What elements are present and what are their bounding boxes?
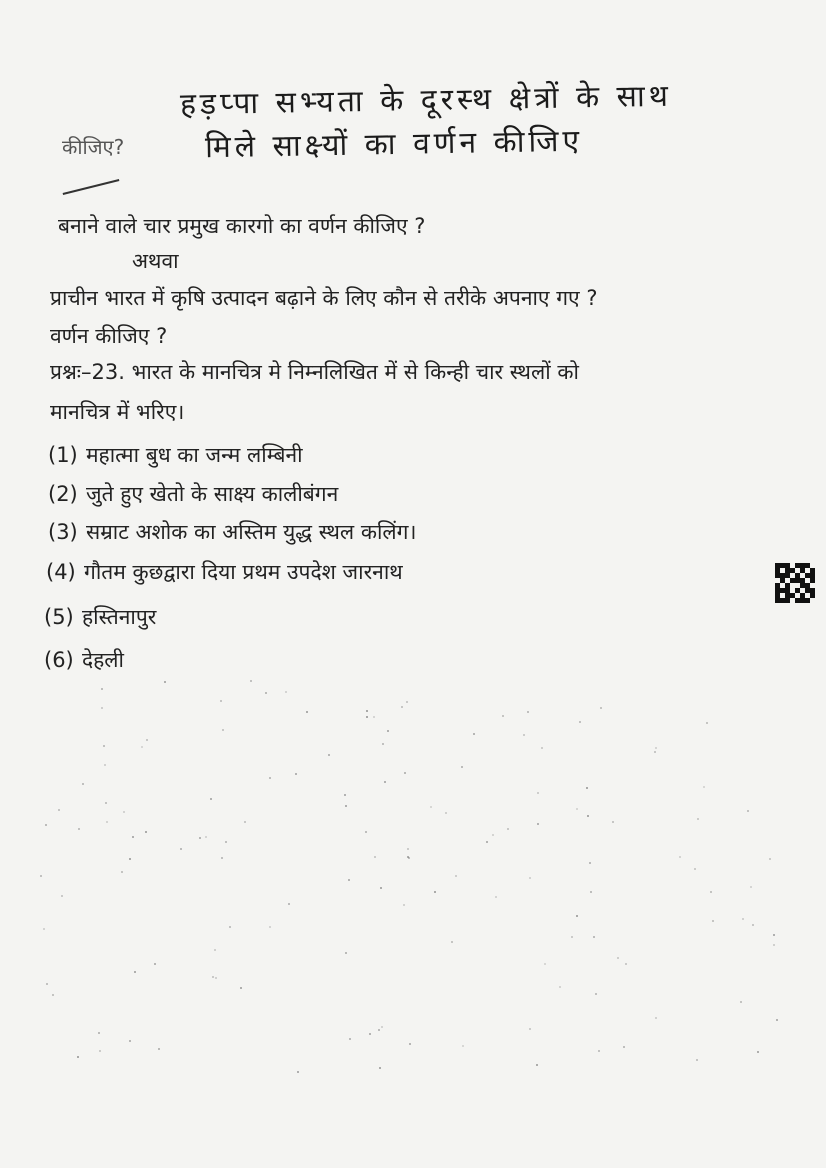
speck — [625, 963, 627, 965]
speck — [240, 987, 242, 989]
speck — [199, 837, 201, 839]
speck — [210, 798, 212, 800]
speck — [244, 821, 246, 823]
speck — [752, 924, 754, 926]
speck — [374, 856, 376, 858]
map-item-number: (3) — [48, 520, 78, 544]
speck — [366, 716, 368, 718]
speck — [366, 710, 368, 712]
map-item-text: महात्मा बुध का जन्म लम्बिनी — [86, 443, 303, 467]
map-item-text: हस्तिनापुर — [82, 605, 157, 629]
speck — [451, 941, 453, 943]
map-item-number: (4) — [46, 560, 76, 584]
speck — [365, 831, 367, 833]
speck — [295, 773, 297, 775]
speck — [710, 891, 712, 893]
speck — [523, 734, 525, 736]
speck — [544, 963, 546, 965]
speck — [382, 743, 384, 745]
speck — [655, 747, 657, 749]
speck — [98, 1032, 100, 1034]
speck — [222, 729, 224, 731]
speck — [129, 858, 131, 860]
speck — [384, 781, 386, 783]
map-item-text: सम्राट अशोक का अस्तिम युद्ध स्थल कलिंग। — [86, 520, 417, 544]
speck — [285, 691, 287, 693]
speck — [229, 926, 231, 928]
speck — [101, 707, 103, 709]
speck — [434, 891, 436, 893]
qr-code-icon — [775, 563, 815, 603]
speck — [380, 887, 382, 889]
speck — [576, 915, 578, 917]
speck — [595, 993, 597, 995]
speck — [773, 944, 775, 946]
map-item — [48, 480, 338, 508]
speck — [541, 747, 543, 749]
speck — [369, 1033, 371, 1035]
cut-off-text: कीजिए? — [62, 135, 125, 159]
speck — [696, 1059, 698, 1061]
speck — [106, 821, 108, 823]
speck — [387, 730, 389, 732]
speck — [180, 848, 182, 850]
speck — [40, 875, 42, 877]
map-item — [48, 518, 416, 546]
speck — [78, 828, 80, 830]
speck — [61, 895, 63, 897]
speck — [345, 952, 347, 954]
speck — [212, 976, 214, 978]
speck — [455, 875, 457, 877]
speck — [146, 739, 148, 741]
speck — [579, 721, 581, 723]
speck — [221, 857, 223, 859]
speck — [473, 733, 475, 735]
speck — [328, 754, 330, 756]
speck — [571, 936, 573, 938]
speck — [757, 1051, 759, 1053]
speck — [406, 701, 408, 703]
speck — [214, 949, 216, 951]
speck — [537, 823, 539, 825]
speck — [679, 856, 681, 858]
question-23-line-2: मानचित्र में भरिए। — [50, 400, 185, 424]
map-item-number: (1) — [48, 443, 78, 467]
speck — [306, 711, 308, 713]
speck — [769, 858, 771, 860]
speck — [250, 680, 252, 682]
speck — [378, 1029, 380, 1031]
speck — [269, 926, 271, 928]
speck — [623, 1046, 625, 1048]
speck — [495, 896, 497, 898]
speck — [46, 983, 48, 985]
speck — [529, 877, 531, 879]
speck — [105, 802, 107, 804]
speck — [103, 745, 105, 747]
speck — [297, 1071, 299, 1073]
map-item — [44, 646, 124, 674]
speck — [407, 848, 409, 850]
speck — [536, 1064, 538, 1066]
speck — [587, 815, 589, 817]
speck — [462, 1045, 464, 1047]
speck — [589, 862, 591, 864]
speck — [52, 994, 54, 996]
speck — [617, 957, 619, 959]
question-22-line-2: बनाने वाले चार प्रमुख कारगो का वर्णन कीजिए ? — [58, 214, 426, 238]
speck — [654, 751, 656, 753]
speck — [82, 783, 84, 785]
speck — [445, 812, 447, 814]
speck — [215, 977, 217, 979]
speck — [461, 766, 463, 768]
speck — [45, 824, 47, 826]
speck — [77, 1056, 79, 1058]
speck — [694, 868, 696, 870]
speck — [101, 688, 103, 690]
speck — [655, 1017, 657, 1019]
speck — [145, 831, 147, 833]
speck — [379, 1067, 381, 1069]
map-item — [48, 441, 303, 469]
speck — [576, 808, 578, 810]
speck — [430, 806, 432, 808]
speck — [381, 1026, 383, 1028]
speck — [492, 834, 494, 836]
speck — [164, 681, 166, 683]
speck — [703, 786, 705, 788]
speck — [265, 692, 267, 694]
map-item — [46, 558, 403, 586]
speck — [154, 963, 156, 965]
map-item-number: (2) — [48, 482, 78, 506]
speck — [132, 836, 134, 838]
speck — [58, 809, 60, 811]
speck — [43, 928, 45, 930]
speck — [134, 971, 136, 973]
map-item-text: जुते हुए खेतो के साक्ष्य कालीबंगन — [86, 482, 339, 506]
speck — [590, 891, 592, 893]
speck — [288, 903, 290, 905]
speck — [598, 1050, 600, 1052]
speck — [706, 722, 708, 724]
map-item-text: गौतम कुछद्वारा दिया प्रथम उपदेश जारनाथ — [84, 560, 403, 584]
speck — [344, 794, 346, 796]
speck — [507, 828, 509, 830]
speck — [401, 706, 403, 708]
speck — [527, 711, 529, 713]
speck — [559, 986, 561, 988]
speck — [373, 716, 375, 718]
speck — [409, 1043, 411, 1045]
alternate-question-line-1: प्राचीन भारत में कृषि उत्पादन बढ़ाने के लिए कौन से तरीके अपनाए गए ? — [50, 286, 598, 310]
speck — [225, 841, 227, 843]
speck — [486, 841, 488, 843]
speck — [158, 1048, 160, 1050]
question-23-line-1: प्रश्नः–23. भारत के मानचित्र मे निम्नलिखित में से किन्ही चार स्थलों को — [50, 360, 579, 384]
speck — [403, 904, 405, 906]
speck — [773, 934, 775, 936]
speck — [750, 886, 752, 888]
speck — [747, 810, 749, 812]
speck — [123, 811, 125, 813]
speck — [205, 836, 207, 838]
speck — [408, 857, 410, 859]
or-label: अथवा — [132, 249, 179, 273]
speck — [740, 1001, 742, 1003]
handwritten-line-1: हड़प्पा सभ्यता के दूरस्थ क्षेत्रों के साथ — [179, 78, 673, 123]
speck — [593, 936, 595, 938]
speck — [129, 1040, 131, 1042]
speck — [529, 1028, 531, 1030]
alternate-question-line-2: वर्णन कीजिए ? — [50, 324, 168, 348]
speck — [404, 772, 406, 774]
handwritten-line-2: मिले साक्ष्यों का वर्णन कीजिए — [204, 123, 584, 166]
speck — [742, 918, 744, 920]
speck — [269, 777, 271, 779]
speck — [104, 764, 106, 766]
map-item-number: (6) — [44, 648, 74, 672]
map-item — [44, 603, 156, 631]
speck — [537, 792, 539, 794]
speck — [348, 879, 350, 881]
speck — [776, 1019, 778, 1021]
speck — [99, 1050, 101, 1052]
speck — [586, 787, 588, 789]
speck — [612, 821, 614, 823]
speck — [345, 805, 347, 807]
speck — [121, 871, 123, 873]
speck — [349, 1038, 351, 1040]
speck — [141, 746, 143, 748]
speck — [697, 818, 699, 820]
pen-stroke — [63, 179, 120, 195]
speck — [712, 920, 714, 922]
map-item-text: देहली — [82, 648, 124, 672]
speck — [220, 700, 222, 702]
speck — [600, 707, 602, 709]
map-item-number: (5) — [44, 605, 74, 629]
speck — [502, 715, 504, 717]
